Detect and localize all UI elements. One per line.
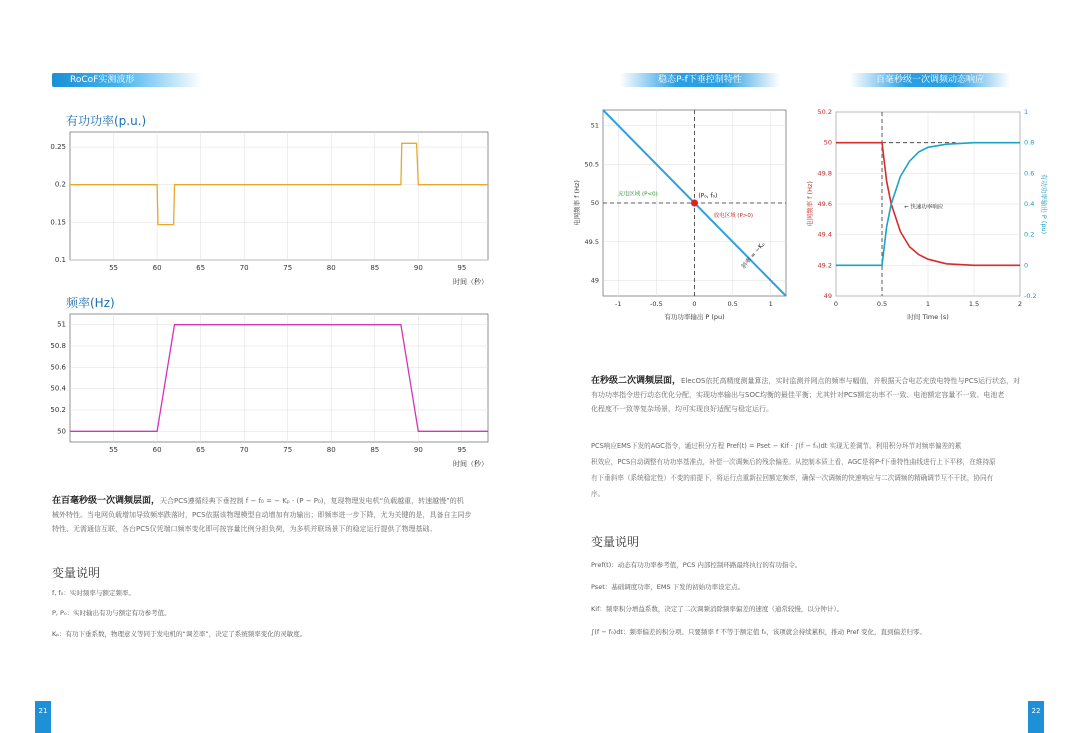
x-tick-label: 2: [1017, 300, 1023, 308]
y-tick-label: 49.5: [584, 237, 599, 246]
y-tick-label: 50.2: [817, 108, 832, 116]
right-page-number: 22: [1028, 701, 1044, 733]
x-tick-label: 1: [768, 300, 773, 308]
left-page-number: 21: [35, 701, 51, 733]
right-paragraph-line: 积效应，PCS自动调整有功功率基准点，补偿一次调频后的残余偏差。从控制本质上看，AGC是将P-f下垂特性曲线进行上下平移，在维持原: [591, 458, 996, 466]
y-tick-label: 49.8: [817, 169, 832, 178]
plot-frame: [70, 132, 488, 260]
y-axis-label: 电网频率 f (Hz): [806, 181, 814, 227]
y2-axis-label: 有功功率输出 P (pu): [1040, 173, 1048, 235]
right-section-header-2: 百毫秒级一次调频动态响应: [850, 73, 1010, 87]
frequency-chart: [38, 310, 498, 475]
right-paragraph-bold: 在秒级二次调频层面，: [591, 376, 682, 386]
x-tick-label: 0: [692, 300, 697, 308]
y-tick-label: 50.5: [584, 160, 599, 169]
x-tick-label: 95: [457, 446, 467, 454]
y-tick-label: 49.2: [817, 261, 832, 270]
x-tick-label: 65: [196, 264, 206, 272]
right-paragraph-line: 序。: [591, 490, 605, 498]
left-vars-heading: 变量说明: [52, 566, 101, 580]
right-var-item: Pref(t)：动态有功功率参考值，PCS 内部控制环路最终执行的有功指令。: [591, 561, 802, 569]
x-tick-label: 85: [370, 264, 380, 272]
x-tick-label: 60: [152, 446, 162, 454]
x-tick-label: 90: [413, 446, 423, 454]
x-axis-label: 时间（秒）: [453, 278, 488, 286]
x-tick-label: 1.5: [968, 300, 980, 308]
x-tick-label: 75: [283, 446, 293, 454]
right-paragraph-line: 有功功率指令进行动态优化分配，实现功率输出与SOC均衡的最佳平衡；尤其针对PCS额定功率不一致、电池额定容量不一致、电池老: [591, 391, 1005, 399]
right-vars-heading: 变量说明: [591, 535, 640, 549]
right-paragraph-line: ElecOS依托高精度测量算法，实时监测并网点的频率与幅值，并根据天合电芯充放电特性与PCS运行状态，对: [681, 377, 1021, 385]
power-chart: [38, 128, 498, 293]
charging-label: 充电区域 (P<0): [618, 191, 658, 198]
dynamic-response-chart: [800, 100, 1050, 335]
fast-response-label: ← 快速功率响应: [904, 204, 944, 211]
y-tick-label: 49.6: [817, 200, 832, 208]
discharging-label: 放电区域 (P>0): [713, 212, 754, 219]
right-paragraph-1: [591, 374, 1041, 416]
right-var-item: Kif：频率积分增益系数，决定了二次调频消除频率偏差的速度（通常较慢，以分钟计）。: [591, 605, 844, 613]
x-axis-label: 时间（秒）: [453, 460, 488, 468]
y-tick-label: 51: [57, 320, 66, 329]
slope-label: 斜率 = −Kₚ: [740, 240, 767, 271]
x-tick-label: 55: [109, 446, 119, 454]
y2-tick-label: 0: [1024, 261, 1029, 270]
operating-point-label: (P₀, f₀): [698, 192, 718, 200]
x-tick-label: 80: [326, 264, 336, 272]
y2-tick-label: 1: [1024, 108, 1029, 116]
y-tick-label: 49: [823, 292, 832, 300]
power-chart-title: 有功功率(p.u.): [66, 114, 147, 128]
y-tick-label: 50.8: [50, 342, 66, 350]
left-paragraph-line: 特性、无需通信互联，各台PCS仅凭端口频率变化即可按容量比例分担负荷，为多机并联场景下的稳定运行提供了物理基础。: [52, 525, 437, 533]
left-paragraph-line: 天合PCS遵循经典下垂控制 f − f₀ = − Kₚ · (P − P₀)，复现物理发电机“负载越重，转速越慢”的机: [160, 497, 464, 505]
x-tick-label: 0: [833, 300, 839, 308]
y-tick-label: 50: [590, 199, 599, 207]
y-tick-label: 0.25: [50, 143, 66, 152]
left-paragraph: [52, 494, 498, 536]
x-tick-label: 0.5: [876, 300, 888, 308]
x-tick-label: 95: [457, 264, 467, 272]
left-var-item: f, f₀：实时频率与额定频率。: [52, 589, 135, 597]
y-tick-label: 50: [57, 427, 66, 436]
right-paragraph-line: 化程度不一致等复杂场景，均可实现良好适配与稳定运行。: [591, 405, 773, 413]
operating-point: [691, 200, 698, 207]
x-tick-label: 1: [925, 300, 931, 308]
left-paragraph-line: 械外特性。当电网负载增加导致频率跌落时，PCS依据该物理模型自动增加有功输出；即频率进一步下降，尤为关键的是，具备自主同步: [52, 511, 472, 519]
right-paragraph-2: [591, 438, 1041, 502]
right-var-item: ∫(f − f₀)dt：频率偏差的积分项。只要频率 f 不等于额定值 f₀，该项就会持续累积，推动 Pref 变化，直到偏差归零。: [591, 628, 927, 636]
x-tick-label: 90: [413, 264, 423, 272]
x-tick-label: -0.5: [650, 300, 663, 308]
y-axis-label: 电网频率 f (Hz): [573, 180, 581, 226]
x-axis-label: 时间 Time (s): [907, 313, 949, 321]
y2-tick-label: -0.2: [1024, 292, 1037, 300]
x-axis-label: 有功功率输出 P (pu): [664, 313, 725, 321]
y-tick-label: 49.4: [817, 230, 832, 239]
right-section-header-1: 稳态P-f下垂控制特性: [620, 73, 780, 87]
left-section-header: RoCoF实测波形: [52, 73, 202, 87]
frequency-chart-title: 频率(Hz): [66, 296, 115, 310]
y-tick-label: 50: [823, 138, 832, 147]
y-tick-label: 0.1: [54, 256, 66, 264]
left-var-item: P, P₀：实时输出有功与额定有功参考值。: [52, 609, 171, 617]
x-tick-label: -1: [615, 300, 622, 308]
y2-tick-label: 0.4: [1024, 200, 1035, 208]
y-tick-label: 50.2: [50, 406, 66, 414]
pf-droop-chart: [565, 100, 790, 335]
y-tick-label: 50.4: [50, 384, 66, 393]
y-tick-label: 49: [590, 276, 599, 285]
y2-tick-label: 0.6: [1024, 169, 1035, 178]
plot-frame: [70, 314, 488, 442]
right-paragraph-line: 有下垂斜率（系统稳定性）不变的前提下，将运行点重新拉回额定频率，确保一次调频的快速响应与二次调频的精确调节互不干扰，协同有: [591, 474, 994, 482]
y-tick-label: 51: [590, 121, 599, 130]
x-tick-label: 0.5: [727, 300, 738, 308]
left-paragraph-bold: 在百毫秒级一次调频层面，: [52, 496, 161, 506]
y-tick-label: 0.15: [50, 218, 66, 227]
x-tick-label: 55: [109, 264, 119, 272]
x-tick-label: 70: [239, 446, 249, 454]
left-var-item: Kₚ：有功下垂系数，物理意义等同于发电机的“调差率”，决定了系统频率变化的灵敏度。: [52, 630, 307, 638]
x-tick-label: 70: [239, 264, 249, 272]
y2-tick-label: 0.2: [1024, 230, 1035, 239]
x-tick-label: 65: [196, 446, 206, 454]
y2-tick-label: 0.8: [1024, 138, 1035, 147]
right-paragraph-line: PCS响应EMS下发的AGC指令，通过积分方程 Pref(t) = Pset − Kif · ∫(f − f₀)dt 实现无差调节。利用积分环节对频率偏差的累: [591, 442, 962, 450]
x-tick-label: 80: [326, 446, 336, 454]
x-tick-label: 85: [370, 446, 380, 454]
y-tick-label: 50.6: [50, 363, 66, 372]
x-tick-label: 75: [283, 264, 293, 272]
x-tick-label: 60: [152, 264, 162, 272]
right-var-item: Pset：基础调度功率，EMS 下发的初始功率设定点。: [591, 583, 745, 591]
y-tick-label: 0.2: [54, 180, 66, 189]
